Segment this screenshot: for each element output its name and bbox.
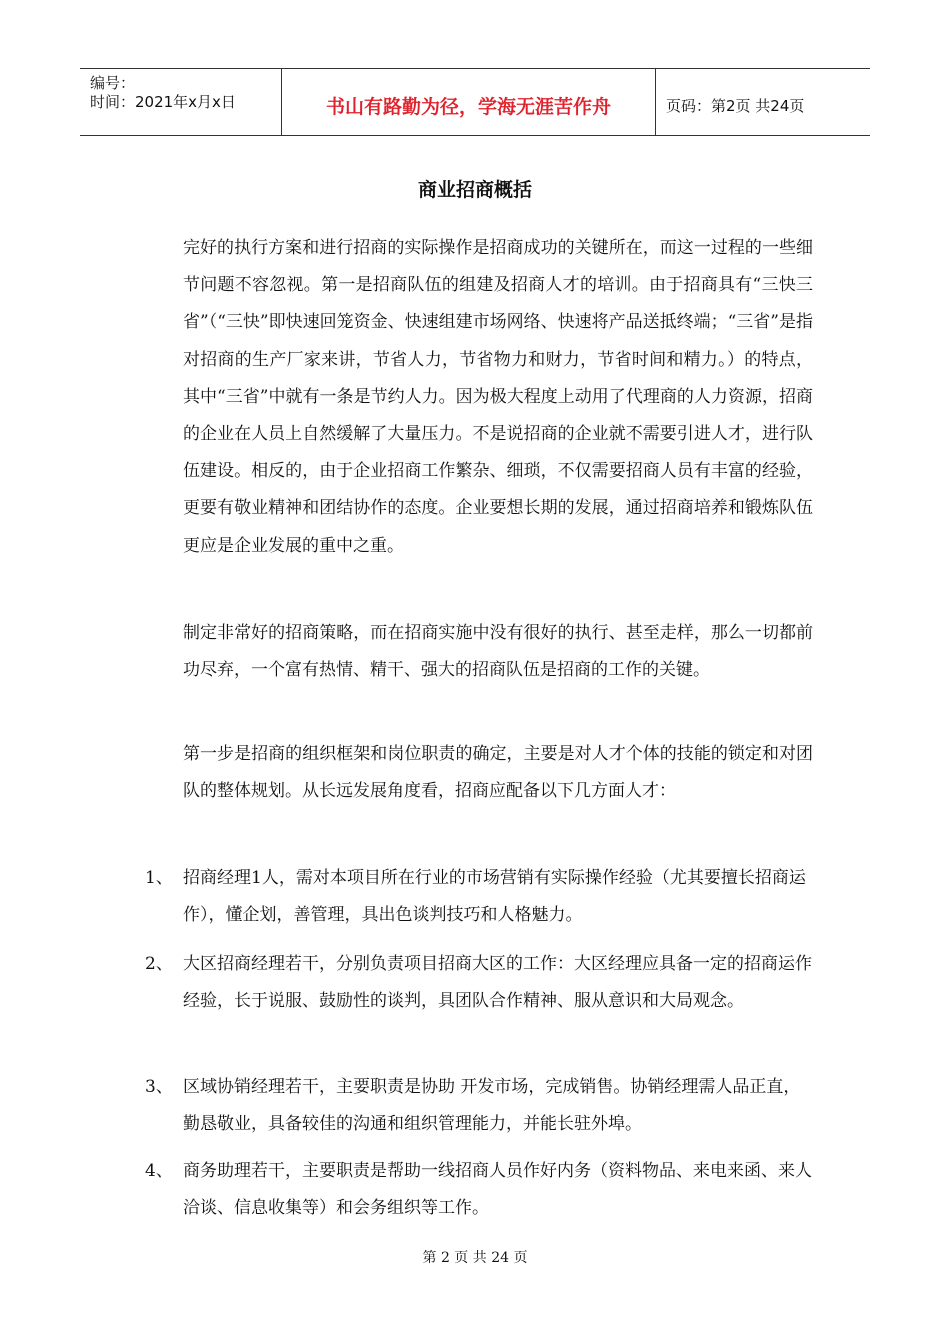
list-item-text: 大区招商经理若干，分别负责项目招商大区的工作：大区经理应具备一定的招商运作经验，长于说服、鼓励性的谈判，具团队合作精神、服从意识和大局观念。 — [183, 954, 812, 1012]
page-info: 页码：第2页 共24页 — [666, 97, 805, 115]
motto: 书山有路勤为径，学海无涯苦作舟 — [325, 96, 611, 118]
header-meta-cell — [80, 69, 282, 135]
list-item-text: 招商经理1人，需对本项目所在行业的市场营销有实际操作经验（尤其要擅长招商运作），懂企划，善管理，具出色谈判技巧和人格魅力。 — [183, 868, 806, 926]
document-number-label: 编号： — [90, 74, 136, 92]
header-table — [80, 68, 870, 136]
paragraph-strategy: 制定非常好的招商策略，而在招商实施中没有很好的执行、甚至走样，那么一切都前功尽弃，一个富有热情、精干、强大的招商队伍是招商的工作的关键。 — [183, 623, 813, 681]
list-item-text: 商务助理若干，主要职责是帮助一线招商人员作好内务（资料物品、来电来函、来人洽谈、信息收集等）和会务组织等工作。 — [183, 1161, 812, 1219]
list-item-number: 3、 — [145, 1077, 173, 1097]
paragraph-intro: 完好的执行方案和进行招商的实际操作是招商成功的关键所在，而这一过程的一些细节问题不容忽视。第一是招商队伍的组建及招商人才的培训。由于招商具有“三快三省”（“三快”即快速回笼资金、快速组建市场网络、快速将产品送抵终端；“三省”是指对招商的生产厂家来讲，节省人力，节省物力和财力，节省时间和精力。）的特点，其中“三省”中就有一条是节约人力。因为极大程度上动用了代理商的人力资源，招商的企业在人员上自然缓解了大量压力。不是说招商的企业就不需要引进人才，进行队伍建设。相反的，由于企业招商工作繁杂、细琐，不仅需要招商人员有丰富的经验，更要有敬业精神和团结协作的态度。企业要想长期的发展，通过招商培养和锻炼队伍更应是企业发展的重中之重。 — [183, 238, 813, 556]
header-motto-cell — [282, 69, 656, 135]
page-footer: 第 2 页 共 24 页 — [422, 1250, 528, 1266]
list-item-number: 2、 — [145, 954, 173, 974]
list-item-number: 1、 — [145, 868, 173, 888]
header-page-cell — [656, 69, 870, 135]
document-date-label: 时间：2021年x月x日 — [90, 93, 236, 111]
paragraph-first-step: 第一步是招商的组织框架和岗位职责的确定，主要是对人才个体的技能的锁定和对团队的整体规划。从长远发展角度看，招商应配备以下几方面人才： — [183, 744, 813, 802]
list-item-text: 区域协销经理若干，主要职责是协助 开发市场，完成销售。协销经理需人品正直，勤恳敬业，具备较佳的沟通和组织管理能力，并能长驻外埠。 — [183, 1077, 801, 1135]
list-item-number: 4、 — [145, 1161, 173, 1181]
document-title: 商业招商概括 — [417, 179, 532, 201]
